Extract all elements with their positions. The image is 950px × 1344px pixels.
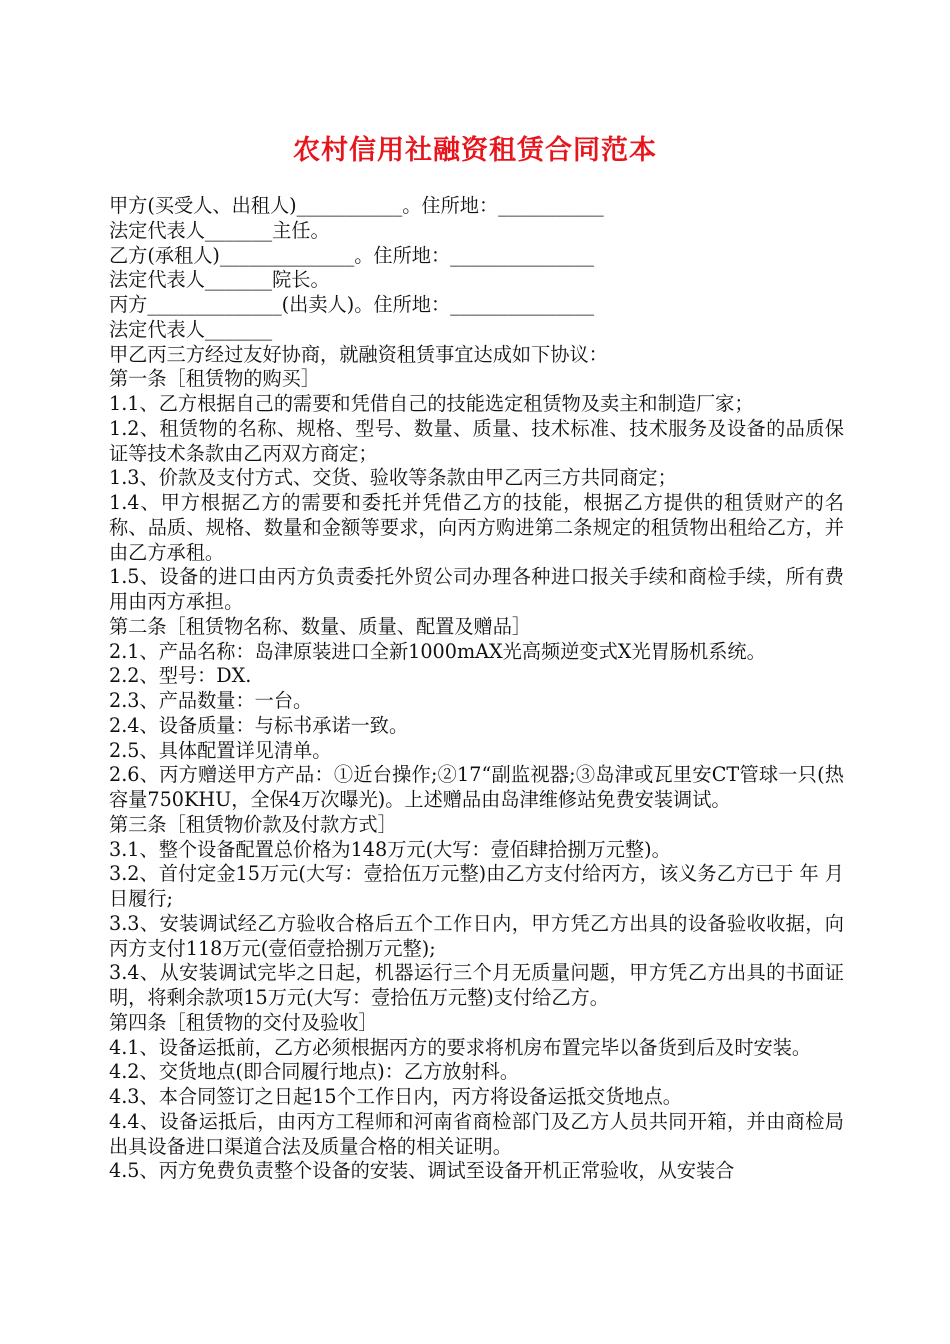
clause: 3.3、安装调试经乙方验收合格后五个工作日内，甲方凭乙方出具的设备验收收据，向丙方支付118万元(壹佰壹拾捌万元整); [109, 911, 844, 960]
clause: 3.1、整个设备配置总价格为148万元(大写：壹佰肆拾捌万元整)。 [109, 837, 671, 861]
clause: 3.4、从安装调试完毕之日起，机器运行三个月无质量问题，甲方凭乙方出具的书面证明，将剩余款项15万元(大写：壹拾伍万元整)支付给乙方。 [109, 961, 844, 1009]
clause: 4.4、设备运抵后，由丙方工程师和河南省商检部门及乙方人员共同开箱，并由商检局出具设备进口渠道合法及质量合格的相关证明。 [109, 1109, 844, 1158]
text-line: 法定代表人_______ [109, 317, 273, 341]
clause: 4.3、本合同签订之日起15个工作日内，丙方将设备运抵交货地点。 [109, 1085, 682, 1108]
text-line: 甲乙丙三方经过友好协商，就融资租赁事宜达成如下协议： [109, 342, 608, 366]
clause: 4.1、设备运抵前，乙方必须根据丙方的要求将机房布置完毕以备货到后及时安装。 [109, 1035, 812, 1059]
clause: 1.1、乙方根据自己的需要和凭借自己的技能选定租赁物及卖主和制造厂家； [109, 392, 754, 415]
text-line: 丙方______________(出卖人)。住所地：_______________ [109, 293, 595, 316]
clause: 2.4、设备质量：与标书承诺一致。 [109, 713, 409, 737]
clause: 1.2、租赁物的名称、规格、型号、数量、质量、技术标准、技术服务及设备的品质保证等技术条款由乙丙双方商定； [109, 416, 844, 465]
clause: 3.2、首付定金15万元(大写：壹拾伍万元整)由乙方支付给丙方，该义务乙方已于 年 月 日履行; [109, 862, 844, 910]
clause: 4.5、丙方免费负责整个设备的安装、调试至设备开机正常验收，从安装合 [109, 1159, 735, 1183]
clause: 1.5、设备的进口由丙方负责委托外贸公司办理各种进口报关手续和商检手续，所有费用由丙方承担。 [109, 565, 844, 613]
text-line: 甲方(买受人、出租人)___________。住所地：___________ [109, 194, 604, 217]
text-line: 乙方(承租人)______________。住所地：_______________ [109, 243, 595, 267]
clause: 2.2、型号：DX. [109, 664, 252, 688]
section-heading: 第四条［租赁物的交付及验收］ [109, 1010, 378, 1034]
section-heading: 第三条［租赁物价款及付款方式］ [109, 812, 397, 836]
clause: 2.3、产品数量：一台。 [109, 689, 313, 712]
text-line: 法定代表人_______院长。 [109, 268, 330, 292]
clause: 4.2、交货地点(即合同履行地点)：乙方放射科。 [109, 1060, 520, 1084]
document-body [109, 194, 844, 1184]
section-heading: 第一条［租赁物的购买］ [109, 367, 321, 391]
text-line: 法定代表人_______主任。 [109, 218, 330, 242]
clause: 2.6、丙方赠送甲方产品：①近台操作;②17“副监视器;③岛津或瓦里安CT管球一只(热容量750KHU，全保4万次曝光)。上述赠品由岛津维修站免费安装调试。 [109, 763, 844, 811]
section-heading: 第二条［租赁物名称、数量、质量、配置及赠品］ [109, 614, 532, 638]
document-title: 农村信用社融资租赁合同范本 [293, 135, 657, 166]
clause: 2.1、产品名称：岛津原装进口全新1000mAX光高频逆变式X光胃肠机系统。 [109, 639, 766, 663]
clause: 1.4、甲方根据乙方的需要和委托并凭借乙方的技能，根据乙方提供的租赁财产的名称、品质、规格、数量和金额等要求，向丙方购进第二条规定的租赁物出租给乙方，并由乙方承租。 [109, 491, 844, 564]
clause: 1.3、价款及支付方式、交货、验收等条款由甲乙丙三方共同商定； [109, 466, 677, 490]
clause: 2.5、具体配置详见清单。 [109, 738, 332, 762]
